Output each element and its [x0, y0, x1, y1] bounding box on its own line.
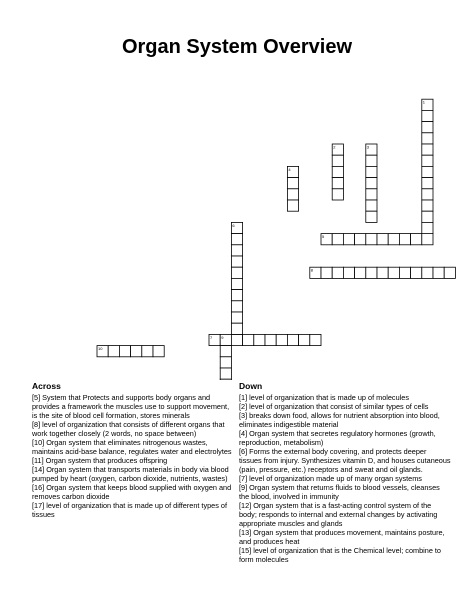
grid-cell[interactable]	[422, 200, 433, 211]
clue-text: level of organization that is the Chemical level; combine to form molecules	[239, 546, 441, 564]
clue-number: [12]	[239, 501, 252, 510]
cell-number: 10	[98, 346, 103, 352]
across-clue	[32, 501, 232, 519]
clue-text: Organ system that transports materials in body via blood pumped by heart (oxygen, carbon dioxide, nutrients, wastes)	[32, 465, 229, 483]
grid-cell[interactable]	[411, 267, 422, 278]
down-clue	[239, 411, 451, 429]
across-heading: Across	[32, 381, 61, 391]
grid-cell[interactable]	[388, 234, 399, 245]
clue-text: Organ system that produces movement, maintains posture, and produces heat	[239, 528, 445, 546]
clue-text: Organ system that produces offspring	[45, 456, 168, 465]
cell-number: 3	[366, 144, 370, 150]
clue-text: Organ system that is a fast-acting control system of the body; responds to internal and external changes by activating appropriate muscles and glands	[239, 501, 438, 528]
clue-number: [5]	[32, 393, 41, 402]
grid-cell[interactable]	[332, 155, 343, 166]
grid-cell[interactable]	[310, 334, 321, 345]
grid-cell[interactable]	[332, 189, 343, 200]
cell-number: 8	[310, 267, 314, 273]
clue-number: [2]	[239, 402, 248, 411]
cell-number: 7	[210, 334, 213, 340]
across-clue	[32, 456, 232, 465]
grid-cell[interactable]	[220, 368, 231, 379]
grid-cell[interactable]	[254, 334, 265, 345]
down-heading: Down	[239, 381, 263, 391]
down-clue	[239, 546, 451, 564]
grid-cell[interactable]	[366, 189, 377, 200]
grid-cell[interactable]	[377, 234, 388, 245]
grid-cell[interactable]	[355, 267, 366, 278]
grid-cell[interactable]	[433, 267, 444, 278]
grid-cell[interactable]	[422, 267, 433, 278]
clue-number: [14]	[32, 465, 45, 474]
clue-text: level of organization that consist of similar types of cells	[249, 402, 429, 411]
cell-number: 5	[322, 234, 325, 240]
grid-cell[interactable]	[332, 234, 343, 245]
clue-number: [11]	[32, 456, 44, 465]
cell-number: 9	[221, 334, 224, 340]
grid-cell[interactable]	[287, 189, 298, 200]
clue-number: [13]	[239, 528, 252, 537]
grid-cell[interactable]	[422, 133, 433, 144]
down-clue	[239, 474, 451, 483]
clue-text: Organ system that secretes regulatory hormones (growth, reproduction, metabolism)	[239, 429, 436, 447]
grid-cell[interactable]	[422, 178, 433, 189]
clue-text: Organ system that returns fluids to blood vessels, cleanses the blood, involved in immunity	[239, 483, 440, 501]
clue-text: level of organization that is made up of different types of tissues	[32, 501, 227, 519]
clue-text: Organ system that keeps blood supplied with oxygen and removes carbon dioxide	[32, 483, 232, 501]
grid-cell[interactable]	[422, 122, 433, 133]
down-clue	[239, 447, 451, 474]
grid-cell[interactable]	[231, 334, 242, 345]
grid-cell[interactable]	[332, 178, 343, 189]
clue-number: [16]	[32, 483, 45, 492]
across-clues	[32, 382, 232, 519]
grid-cell[interactable]	[366, 267, 377, 278]
grid-cell[interactable]	[142, 346, 153, 357]
grid-cell[interactable]	[366, 234, 377, 245]
grid-cell[interactable]	[377, 267, 388, 278]
clue-text: Forms the external body covering, and protects deeper tissues from injury. Synthesizes vitamin D, and houses cutaneous (pain, pressure, etc.) receptors and sweat and oil glands.	[239, 447, 451, 474]
grid-cell[interactable]	[287, 178, 298, 189]
grid-cell[interactable]	[231, 278, 242, 289]
grid-cell[interactable]	[366, 155, 377, 166]
grid-cell[interactable]	[276, 334, 287, 345]
down-clues	[239, 382, 451, 564]
grid-cell[interactable]	[220, 346, 231, 357]
grid-cell[interactable]	[422, 166, 433, 177]
across-clue	[32, 420, 232, 438]
grid-cell[interactable]	[231, 256, 242, 267]
grid-cell[interactable]	[321, 267, 332, 278]
grid-cell[interactable]	[366, 211, 377, 222]
grid-cell[interactable]	[231, 323, 242, 334]
grid-cell[interactable]	[131, 346, 142, 357]
cell-number: 2	[333, 144, 336, 150]
clue-number: [9]	[239, 483, 248, 492]
clue-text: level of organization that consists of different organs that work together closely (2 words, no space between)	[32, 420, 225, 438]
cell-number: 6	[232, 222, 235, 228]
grid-cell[interactable]	[411, 234, 422, 245]
grid-cell[interactable]	[287, 334, 298, 345]
grid-cell[interactable]	[422, 155, 433, 166]
across-clue	[32, 465, 232, 483]
across-clue	[32, 483, 232, 501]
clue-text: Organ system that eliminates nitrogenous wastes, maintains acid-base balance, regulates water and electrolytes	[32, 438, 232, 456]
grid-cell[interactable]	[231, 290, 242, 301]
grid-cell[interactable]	[422, 234, 433, 245]
grid-cell[interactable]	[332, 267, 343, 278]
clue-text: breaks down food, allows for nutrient absorption into blood, eliminates indigestible material	[239, 411, 440, 429]
grid-cell[interactable]	[153, 346, 164, 357]
grid-cell[interactable]	[343, 267, 354, 278]
grid-cell[interactable]	[220, 357, 231, 368]
clue-text: level of organization made up of many organ systems	[249, 474, 422, 483]
grid-cell[interactable]	[366, 200, 377, 211]
down-clue	[239, 501, 451, 528]
grid-cell[interactable]	[265, 334, 276, 345]
grid-cell[interactable]	[422, 222, 433, 233]
grid-cell[interactable]	[366, 178, 377, 189]
clue-number: [17]	[32, 501, 45, 510]
clue-number: [10]	[32, 438, 45, 447]
grid-cell[interactable]	[332, 166, 343, 177]
across-clue	[32, 393, 232, 420]
clue-number: [3]	[239, 411, 248, 420]
page-title: Organ System Overview	[121, 36, 353, 58]
down-clue	[239, 402, 451, 411]
clue-number: [6]	[239, 447, 248, 456]
clue-number: [8]	[32, 420, 41, 429]
cell-number: 1	[422, 99, 426, 105]
grid-cell[interactable]	[343, 234, 354, 245]
grid-cell[interactable]	[231, 234, 242, 245]
grid-cell[interactable]	[287, 200, 298, 211]
grid-cell[interactable]	[422, 189, 433, 200]
grid-cell[interactable]	[388, 267, 399, 278]
grid-cell[interactable]	[422, 110, 433, 121]
grid-cell[interactable]	[231, 301, 242, 312]
cell-number: 4	[288, 166, 291, 172]
clue-number: [7]	[239, 474, 248, 483]
down-clue	[239, 429, 451, 447]
down-clue	[239, 483, 451, 501]
clue-text: level of organization that is made up of molecules	[249, 393, 409, 402]
grid-cell[interactable]	[355, 234, 366, 245]
grid-cell[interactable]	[231, 312, 242, 323]
clue-number: [15]	[239, 546, 252, 555]
clue-number: [4]	[239, 429, 248, 438]
grid-cell[interactable]	[422, 144, 433, 155]
grid-cell[interactable]	[220, 379, 231, 380]
down-clue	[239, 393, 451, 402]
across-clue	[32, 438, 232, 456]
clue-text: System that Protects and supports body organs and provides a framework the muscles use to support movement, is the site of blood cell formation, stores minerals	[32, 393, 230, 420]
grid-cell[interactable]	[231, 245, 242, 256]
grid-cell[interactable]	[108, 346, 119, 357]
down-clue	[239, 528, 451, 546]
grid-cell[interactable]	[243, 334, 254, 345]
grid-cell[interactable]	[444, 267, 455, 278]
grid-cell[interactable]	[399, 267, 410, 278]
grid-cell[interactable]	[422, 211, 433, 222]
grid-cell[interactable]	[119, 346, 130, 357]
grid-cell[interactable]	[231, 267, 242, 278]
clue-number: [1]	[239, 393, 248, 402]
grid-cell[interactable]	[399, 234, 410, 245]
grid-cell[interactable]	[366, 166, 377, 177]
grid-cell[interactable]	[299, 334, 310, 345]
